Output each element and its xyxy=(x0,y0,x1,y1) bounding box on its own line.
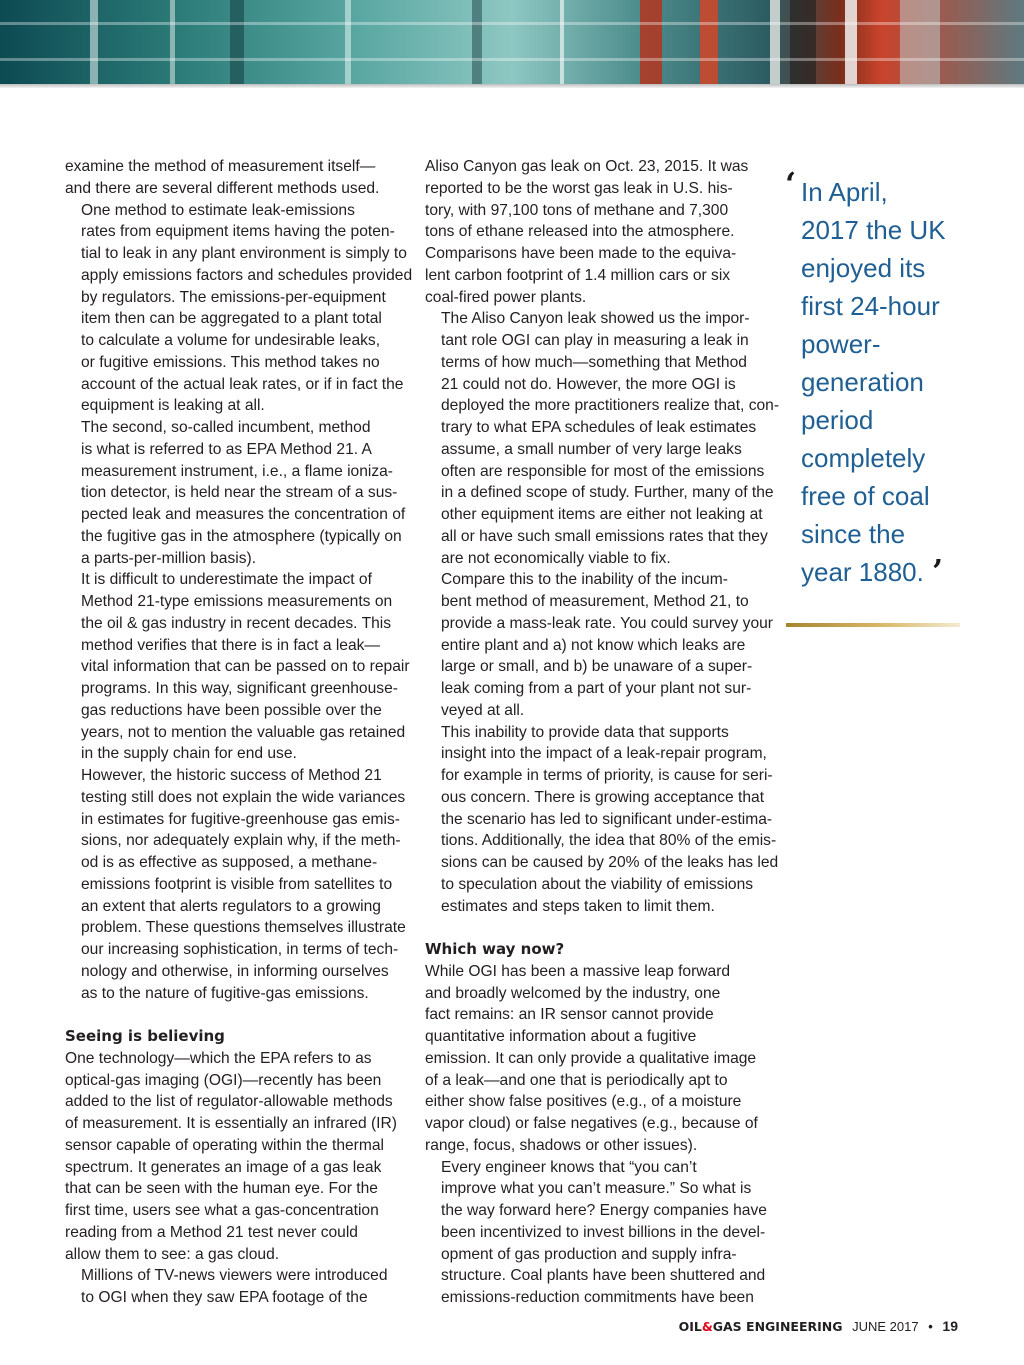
text-line: the way forward here? Energy companies have xyxy=(441,1202,767,1219)
text-line: testing still does not explain the wide variances xyxy=(81,788,406,806)
text-line: in a defined scope of study. Further, many of the xyxy=(441,484,774,502)
text-line: od is as effective as supposed, a methane- xyxy=(81,854,378,871)
text-line: item then can be aggregated to a plant total xyxy=(81,310,382,328)
text-line: tion detector, is held near the stream of a sus- xyxy=(81,484,398,502)
text-line: tions. Additionally, the idea that 80% of the emis- xyxy=(441,832,777,850)
paragraph xyxy=(425,722,779,918)
text-line: nology and otherwise, in informing ourselves xyxy=(81,962,389,980)
paragraph xyxy=(65,200,413,418)
text-line: emissions-reduction commitments have been xyxy=(441,1289,754,1306)
paragraph xyxy=(425,1157,767,1309)
text-line: of a leak—and one that is periodically apt to xyxy=(425,1071,728,1089)
text-line: entire plant and a) not know which leaks are xyxy=(441,636,746,654)
text-line: Compare this to the inability of the incum- xyxy=(441,571,728,589)
text-line: measurement instrument, i.e., a flame ioniza- xyxy=(81,462,394,480)
text-line: emission. It can only provide a qualitative image xyxy=(425,1049,757,1067)
text-line: years, not to mention the valuable gas retained xyxy=(81,723,406,741)
paragraph xyxy=(425,569,773,721)
text-line: our increasing sophistication, in terms of tech- xyxy=(81,941,399,958)
text-line: year 1880. xyxy=(801,557,924,587)
text-line: or fugitive emissions. This method takes no xyxy=(81,353,380,371)
pull-quote-rule xyxy=(786,623,960,627)
text-line: veyed at all. xyxy=(441,701,525,719)
text-line: The second, so-called incumbent, method xyxy=(81,419,371,436)
text-line: coal-fired power plants. xyxy=(425,288,587,306)
text-line: to calculate a volume for undesirable leaks, xyxy=(81,332,381,349)
text-line: power- xyxy=(801,329,881,359)
text-line: deployed the more practitioners realize that, con- xyxy=(441,397,780,415)
text-line: vital information that can be passed on to repair xyxy=(81,658,410,676)
text-line: In April, xyxy=(801,177,888,207)
page-footer xyxy=(679,1318,958,1334)
text-line: sensor capable of operating within the thermal xyxy=(65,1136,384,1154)
text-line: gas reductions have been possible over the xyxy=(81,701,382,719)
paragraph xyxy=(65,1265,405,1309)
text-line: Method 21-type emissions measurements on xyxy=(81,593,393,610)
text-line: quantitative information about a fugitive xyxy=(425,1028,697,1045)
text-line: often are responsible for most of the emissions xyxy=(441,462,765,480)
text-line: the oil & gas industry in recent decades. This xyxy=(81,614,392,632)
text-line: period xyxy=(801,405,874,435)
text-line: pected leak and measures the concentration of xyxy=(81,506,406,523)
text-line: completely xyxy=(801,443,926,473)
text-line: 21 could not do. However, the more OGI is xyxy=(441,375,736,393)
close-quote-mark: ’ xyxy=(932,552,944,590)
header-divider xyxy=(0,84,1024,88)
text-line: other equipment items are either not leaking at xyxy=(441,506,763,523)
text-line: is what is referred to as EPA Method 21. A xyxy=(81,440,372,458)
text-line: tial to leak in any plant environment is simply to xyxy=(81,245,407,262)
text-line: in estimates for fugitive-greenhouse gas emis- xyxy=(81,810,400,828)
text-line: opment of gas production and supply infra- xyxy=(441,1245,737,1263)
text-line: large or small, and b) be unaware of a super- xyxy=(441,658,753,676)
text-line: This inability to provide data that supports xyxy=(441,723,729,741)
text-line: apply emissions factors and schedules provided xyxy=(81,266,413,284)
text-line: the fugitive gas in the atmosphere (typically on xyxy=(81,527,402,545)
article-column-right xyxy=(425,156,780,1309)
text-line: spectrum. It generates an image of a gas leak xyxy=(65,1158,382,1176)
text-line: vapor cloud) or false negatives (e.g., because of xyxy=(425,1115,758,1132)
text-line: lent carbon footprint of 1.4 million cars or six xyxy=(425,266,731,284)
paragraph xyxy=(65,1048,405,1266)
text-line: emissions footprint is visible from satellites to xyxy=(81,875,393,893)
text-line: tons of ethane released into the atmosphere. xyxy=(425,223,735,241)
text-line: While OGI has been a massive leap forward xyxy=(425,962,731,980)
paragraph xyxy=(425,156,767,308)
paragraph xyxy=(425,961,767,1157)
text-line: fact remains: an IR sensor cannot provide xyxy=(425,1006,714,1024)
text-line: as to the nature of fugitive-gas emissions. xyxy=(81,984,369,1002)
text-line: However, the historic success of Method 21 xyxy=(81,767,382,784)
text-line: since the xyxy=(801,519,906,549)
text-line: to speculation about the viability of emissions xyxy=(441,875,754,893)
article-column-left xyxy=(65,156,413,1309)
text-line: to OGI when they saw EPA footage of the xyxy=(81,1289,368,1306)
text-line: structure. Coal plants have been shuttered and xyxy=(441,1267,766,1285)
text-line: added to the list of regulator-allowable methods xyxy=(65,1093,393,1111)
text-line: sions, nor adequately explain why, if the meth- xyxy=(81,832,401,850)
text-line: are not economically viable to fix. xyxy=(441,549,671,567)
text-line: provide a mass-leak rate. You could survey your xyxy=(441,614,773,632)
text-line: range, focus, shadows or other issues). xyxy=(425,1136,698,1154)
text-line: either show false positives (e.g., of a moisture xyxy=(425,1093,742,1111)
text-line: The Aliso Canyon leak showed us the impor- xyxy=(441,310,750,328)
text-line: Comparisons have been made to the equiva- xyxy=(425,245,737,262)
text-line: an extent that alerts regulators to a growing xyxy=(81,897,381,915)
paragraph xyxy=(425,308,780,569)
text-line: optical-gas imaging (OGI)—recently has been xyxy=(65,1071,382,1089)
paragraph xyxy=(65,156,405,200)
text-line: a parts-per-million basis). xyxy=(81,549,257,567)
paragraph xyxy=(65,765,405,1004)
publication-name: OIL&GAS ENGINEERING xyxy=(678,1319,843,1334)
text-line: leak coming from a part of your plant not sur- xyxy=(441,680,752,697)
text-line: the scenario has led to significant under-estima- xyxy=(441,810,773,828)
text-line: method verifies that there is in fact a leak— xyxy=(81,636,381,654)
section-heading: Which way now? xyxy=(425,940,565,958)
text-line: trary to what EPA schedules of leak estimates xyxy=(441,419,757,436)
text-line: been incentivized to invest billions in the devel- xyxy=(441,1223,766,1241)
text-line: examine the method of measurement itself— xyxy=(65,158,376,175)
text-line: allow them to see: a gas cloud. xyxy=(65,1245,280,1263)
text-line: Every engineer knows that “you can’t xyxy=(441,1158,697,1176)
text-line: that can be seen with the human eye. For the xyxy=(65,1180,378,1198)
text-line: sions can be caused by 20% of the leaks has led xyxy=(441,854,779,871)
text-line: assume, a small number of very large leaks xyxy=(441,440,742,458)
text-line: bent method of measurement, Method 21, to xyxy=(441,593,749,610)
header-photo xyxy=(0,0,1024,84)
page-number: 19 xyxy=(942,1318,958,1334)
open-quote-mark: ‘ xyxy=(785,165,797,203)
footer-separator: • xyxy=(928,1319,933,1334)
text-line: Aliso Canyon gas leak on Oct. 23, 2015. It was xyxy=(425,158,749,175)
text-line: and there are several different methods used. xyxy=(65,179,380,197)
text-line: terms of how much—something that Method xyxy=(441,353,747,371)
text-line: free of coal xyxy=(801,481,930,511)
text-line: reading from a Method 21 test never could xyxy=(65,1223,358,1241)
text-line: One method to estimate leak-emissions xyxy=(81,201,355,219)
section-heading: Seeing is believing xyxy=(65,1027,225,1045)
text-line: improve what you can’t measure.” So what is xyxy=(441,1180,752,1198)
paragraph xyxy=(65,569,410,765)
text-line: rates from equipment items having the poten- xyxy=(81,223,395,241)
text-line: account of the actual leak rates, or if in fact the xyxy=(81,375,404,393)
paragraph xyxy=(65,417,405,569)
text-line: insight into the impact of a leak-repair program, xyxy=(441,745,767,763)
text-line: 2017 the UK xyxy=(801,215,946,245)
text-line: generation xyxy=(801,367,924,397)
text-line: tant role OGI can play in measuring a leak in xyxy=(441,332,749,349)
text-line: in the supply chain for end use. xyxy=(81,745,297,763)
text-line: programs. In this way, significant greenhouse- xyxy=(81,680,398,697)
text-line: and broadly welcomed by the industry, one xyxy=(425,984,721,1002)
text-line: by regulators. The emissions-per-equipment xyxy=(81,288,386,306)
text-line: It is difficult to underestimate the impact of xyxy=(81,571,372,589)
text-line: first time, users see what a gas-concentration xyxy=(65,1202,379,1219)
text-line: Millions of TV-news viewers were introduced xyxy=(81,1267,388,1285)
text-line: first 24-hour xyxy=(801,291,940,321)
text-line: reported to be the worst gas leak in U.S. his- xyxy=(425,179,733,197)
text-line: tory, with 97,100 tons of methane and 7,300 xyxy=(425,201,729,219)
pull-quote xyxy=(801,173,981,591)
issue-date: JUNE 2017 xyxy=(852,1319,919,1334)
text-line: for example in terms of priority, is cause for seri- xyxy=(441,767,773,784)
text-line: estimates and steps taken to limit them. xyxy=(441,897,715,915)
text-line: problem. These questions themselves illustrate xyxy=(81,919,406,937)
text-line: of measurement. It is essentially an infrared (IR) xyxy=(65,1115,397,1132)
text-line: One technology—which the EPA refers to as xyxy=(65,1049,372,1067)
text-line: enjoyed its xyxy=(801,253,926,283)
text-line: equipment is leaking at all. xyxy=(81,397,265,415)
text-line: ous concern. There is growing acceptance that xyxy=(441,788,765,806)
text-line: all or have such small emissions rates that they xyxy=(441,527,768,545)
